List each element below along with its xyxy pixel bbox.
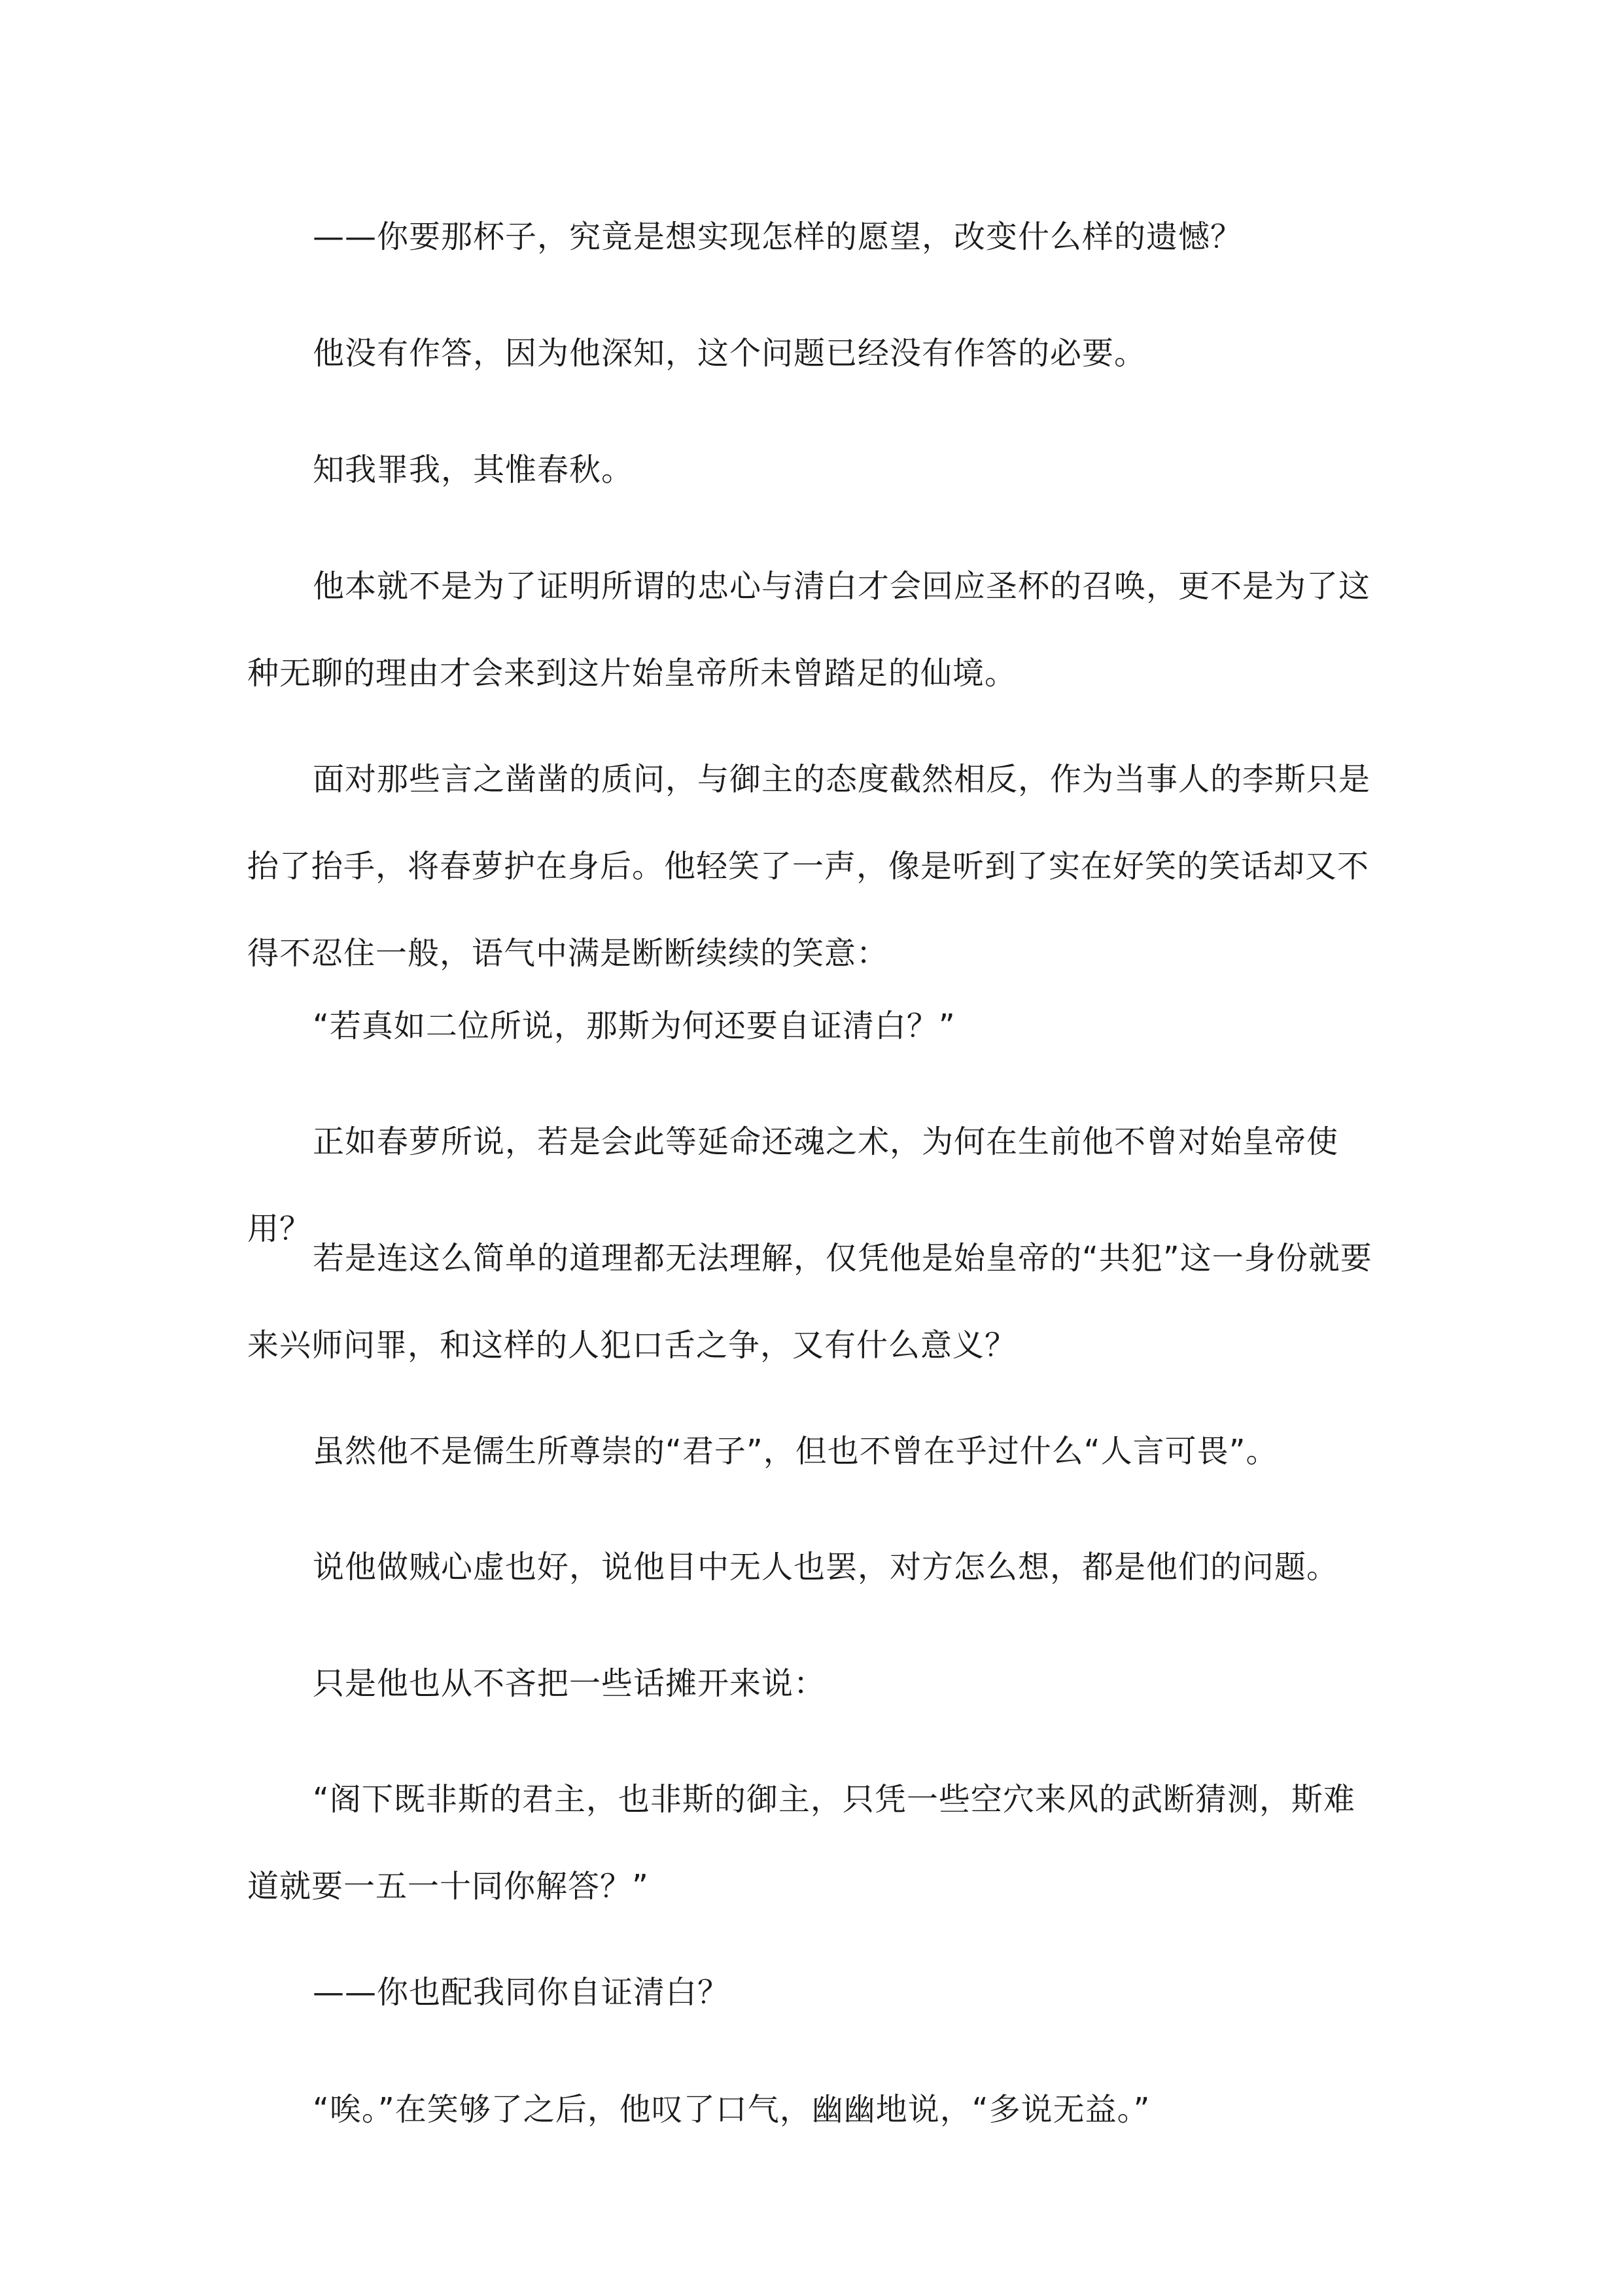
paragraph-5: 面对那些言之凿凿的质问，与御主的态度截然相反，作为当事人的李斯只是抬了抬手，将春萝护在身后。他轻笑了一声，像是听到了实在好笑的笑话却又不得不忍住一般，语气中满是断断续续的笑意： xyxy=(247,761,1371,972)
paragraph-7: 正如春萝所说，若是会此等延命还魂之术，为何在生前他不曾对始皇帝使用？ xyxy=(247,1123,1339,1247)
paragraph-2: 他没有作答，因为他深知，这个问题已经没有作答的必要。 xyxy=(313,335,1147,372)
paragraph-14: “唉。”在笑够了之后，他叹了口气，幽幽地说，“多说无益。” xyxy=(313,2091,1151,2128)
paragraph-9: 虽然他不是儒生所尊崇的“君子”，但也不曾在乎过什么“人言可畏”。 xyxy=(313,1433,1278,1470)
paragraph-1: ——你要那杯子，究竟是想实现怎样的愿望，改变什么样的遗憾？ xyxy=(313,219,1243,255)
paragraph-10: 说他做贼心虚也好，说他目中无人也罢，对方怎么想，都是他们的问题。 xyxy=(313,1549,1339,1585)
paragraph-3: 知我罪我，其惟春秋。 xyxy=(313,451,634,488)
paragraph-12: “阁下既非斯的君主，也非斯的御主，只凭一些空穴来风的武断猜测，斯难道就要一五一十同你解答？” xyxy=(247,1781,1355,1905)
paragraph-8: 若是连这么简单的道理都无法理解，仅凭他是始皇帝的“共犯”这一身份就要来兴师问罪，和这样的人犯口舌之争，又有什么意义？ xyxy=(247,1240,1372,1364)
paragraph-4: 他本就不是为了证明所谓的忠心与清白才会回应圣杯的召唤，更不是为了这种无聊的理由才会来到这片始皇帝所未曾踏足的仙境。 xyxy=(247,568,1371,692)
paragraph-11: 只是他也从不吝把一些话摊开来说： xyxy=(313,1665,826,1702)
paragraph-6: “若真如二位所说，那斯为何还要自证清白？” xyxy=(313,1008,956,1044)
paragraph-13: ——你也配我同你自证清白？ xyxy=(313,1974,730,2011)
